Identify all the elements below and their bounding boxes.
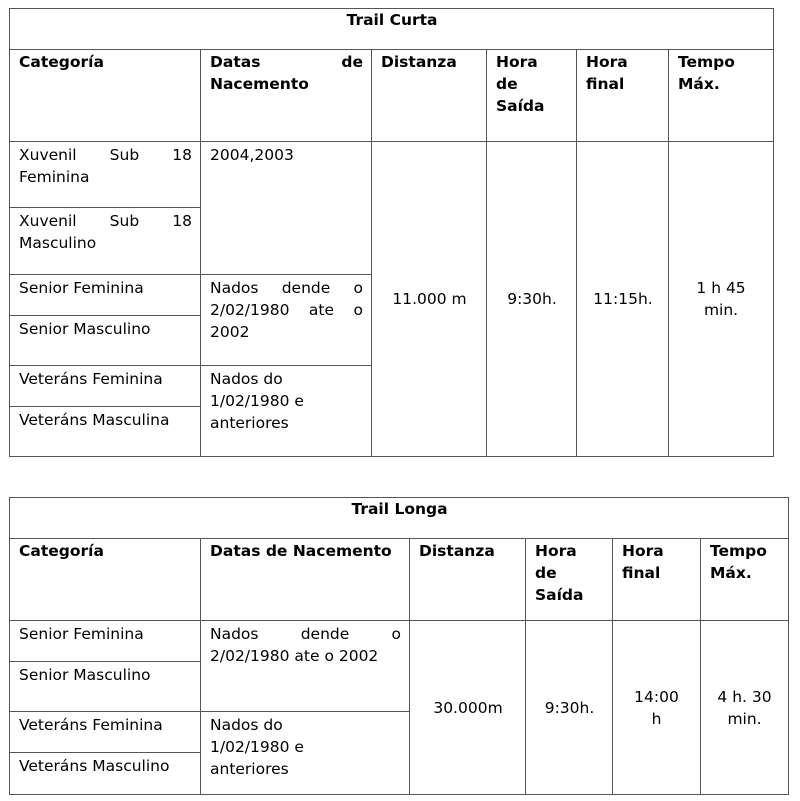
end-time-cell: 14:00 h — [613, 621, 701, 795]
category-cell: Veteráns Feminina — [10, 366, 201, 407]
header-categoria: Categoría — [10, 50, 201, 142]
birth-dates-cell: Nados do 1/02/1980 e anteriores — [201, 366, 372, 457]
birth-dates-cell: Nados dende o 2/02/1980 ate o 2002 — [201, 621, 410, 712]
header-datas: Datas de Nacemento — [201, 539, 410, 621]
header-hora-saida: Hora de Saída — [526, 539, 613, 621]
header-datas: Datas de Nacemento — [201, 50, 372, 142]
header-tempo-max: Tempo Máx. — [701, 539, 789, 621]
category-cell: Senior Masculino — [10, 662, 201, 712]
category-cell: Senior Masculino — [10, 316, 201, 366]
trail-longa-table — [9, 497, 789, 795]
category-cell: Veteráns Feminina — [10, 712, 201, 753]
header-hora-saida: Hora de Saída — [487, 50, 577, 142]
category-cell: Xuvenil Sub 18 Masculino — [10, 208, 201, 275]
table-title: Trail Curta — [10, 9, 774, 50]
table-title: Trail Longa — [10, 498, 789, 539]
max-time-cell: 1 h 45 min. — [669, 142, 774, 457]
distance-cell: 11.000 m — [372, 142, 487, 457]
distance-cell: 30.000m — [410, 621, 526, 795]
end-time-cell: 11:15h. — [577, 142, 669, 457]
start-time-cell: 9:30h. — [526, 621, 613, 795]
birth-dates-cell: Nados do 1/02/1980 e anteriores — [201, 712, 410, 795]
header-hora-final: Hora final — [577, 50, 669, 142]
birth-dates-cell: 2004,2003 — [201, 142, 372, 275]
category-cell: Veteráns Masculina — [10, 407, 201, 457]
category-cell: Senior Feminina — [10, 621, 201, 662]
header-distanza: Distanza — [410, 539, 526, 621]
max-time-cell: 4 h. 30 min. — [701, 621, 789, 795]
category-cell: Xuvenil Sub 18 Feminina — [10, 142, 201, 208]
category-cell: Veteráns Masculino — [10, 753, 201, 795]
birth-dates-cell: Nados dende o 2/02/1980 ate o 2002 — [201, 275, 372, 366]
header-categoria: Categoría — [10, 539, 201, 621]
header-distanza: Distanza — [372, 50, 487, 142]
header-tempo-max: Tempo Máx. — [669, 50, 774, 142]
trail-curta-table — [9, 8, 774, 457]
start-time-cell: 9:30h. — [487, 142, 577, 457]
category-cell: Senior Feminina — [10, 275, 201, 316]
header-hora-final: Hora final — [613, 539, 701, 621]
